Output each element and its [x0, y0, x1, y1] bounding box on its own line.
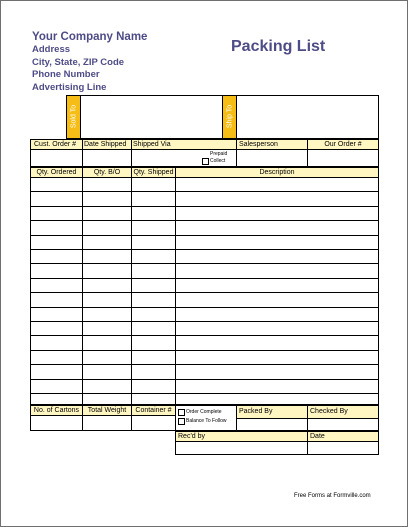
footer-credit: Free Forms at Formville.com — [294, 493, 371, 499]
table-row[interactable] — [30, 393, 379, 394]
table-row[interactable] — [30, 364, 379, 365]
table-row[interactable] — [30, 350, 379, 351]
ship-to-field[interactable] — [237, 96, 378, 138]
table-row[interactable] — [30, 206, 379, 207]
table-row[interactable] — [30, 263, 379, 264]
company-info — [32, 30, 147, 94]
table-row[interactable] — [30, 307, 379, 308]
table-row[interactable] — [30, 321, 379, 322]
collect-label: Collect — [210, 158, 226, 164]
table-row[interactable] — [30, 292, 379, 293]
balance-to-follow-label: Balance To Follow — [186, 418, 227, 424]
sold-to-field[interactable] — [81, 96, 222, 138]
table-row[interactable] — [30, 220, 379, 221]
balance-to-follow-checkbox[interactable] — [178, 418, 185, 425]
date-label: Date — [310, 433, 325, 440]
cust-order-label: Cust. Order # — [34, 141, 77, 148]
company-address: Address — [32, 44, 71, 55]
qty-shipped-header: Qty. Shipped — [133, 169, 174, 176]
qty-ordered-header: Qty. Ordered — [36, 169, 77, 176]
order-complete-checkbox[interactable] — [178, 409, 185, 416]
salesperson-label: Salesperson — [239, 141, 278, 148]
company-city-state-zip: City, State, ZIP Code — [32, 56, 125, 68]
no-cartons-label: No. of Cartons — [33, 407, 80, 414]
shipped-via-label: Shipped Via — [133, 141, 171, 148]
table-row[interactable] — [30, 379, 379, 380]
company-phone: Phone Number — [32, 69, 100, 80]
table-row[interactable] — [30, 335, 379, 336]
company-name: Your Company Name — [32, 31, 148, 43]
document-title: Packing List — [231, 38, 326, 55]
table-row[interactable] — [30, 278, 379, 279]
company-advertising: Advertising Line — [32, 81, 107, 93]
table-row[interactable] — [30, 235, 379, 236]
description-header: Description — [259, 169, 295, 176]
container-label: Container # — [135, 407, 172, 414]
ship-to-label: Ship To — [226, 104, 234, 129]
date-shipped-label: Date Shipped — [84, 141, 127, 148]
order-complete-label: Order Complete — [186, 409, 222, 415]
sold-to-label: Sold To — [70, 104, 78, 129]
total-weight-label: Total Weight — [87, 407, 127, 414]
collect-checkbox[interactable] — [202, 158, 209, 165]
our-order-label: Our Order # — [324, 141, 362, 148]
qty-bo-header: Qty. B/O — [93, 169, 121, 176]
table-row[interactable] — [30, 249, 379, 250]
checked-by-label: Checked By — [310, 408, 348, 415]
table-row[interactable] — [30, 191, 379, 192]
recd-by-label: Rec'd by — [178, 433, 206, 440]
prepaid-label: Prepaid — [210, 151, 228, 157]
packed-by-label: Packed By — [239, 408, 273, 415]
table-row[interactable] — [30, 177, 379, 178]
